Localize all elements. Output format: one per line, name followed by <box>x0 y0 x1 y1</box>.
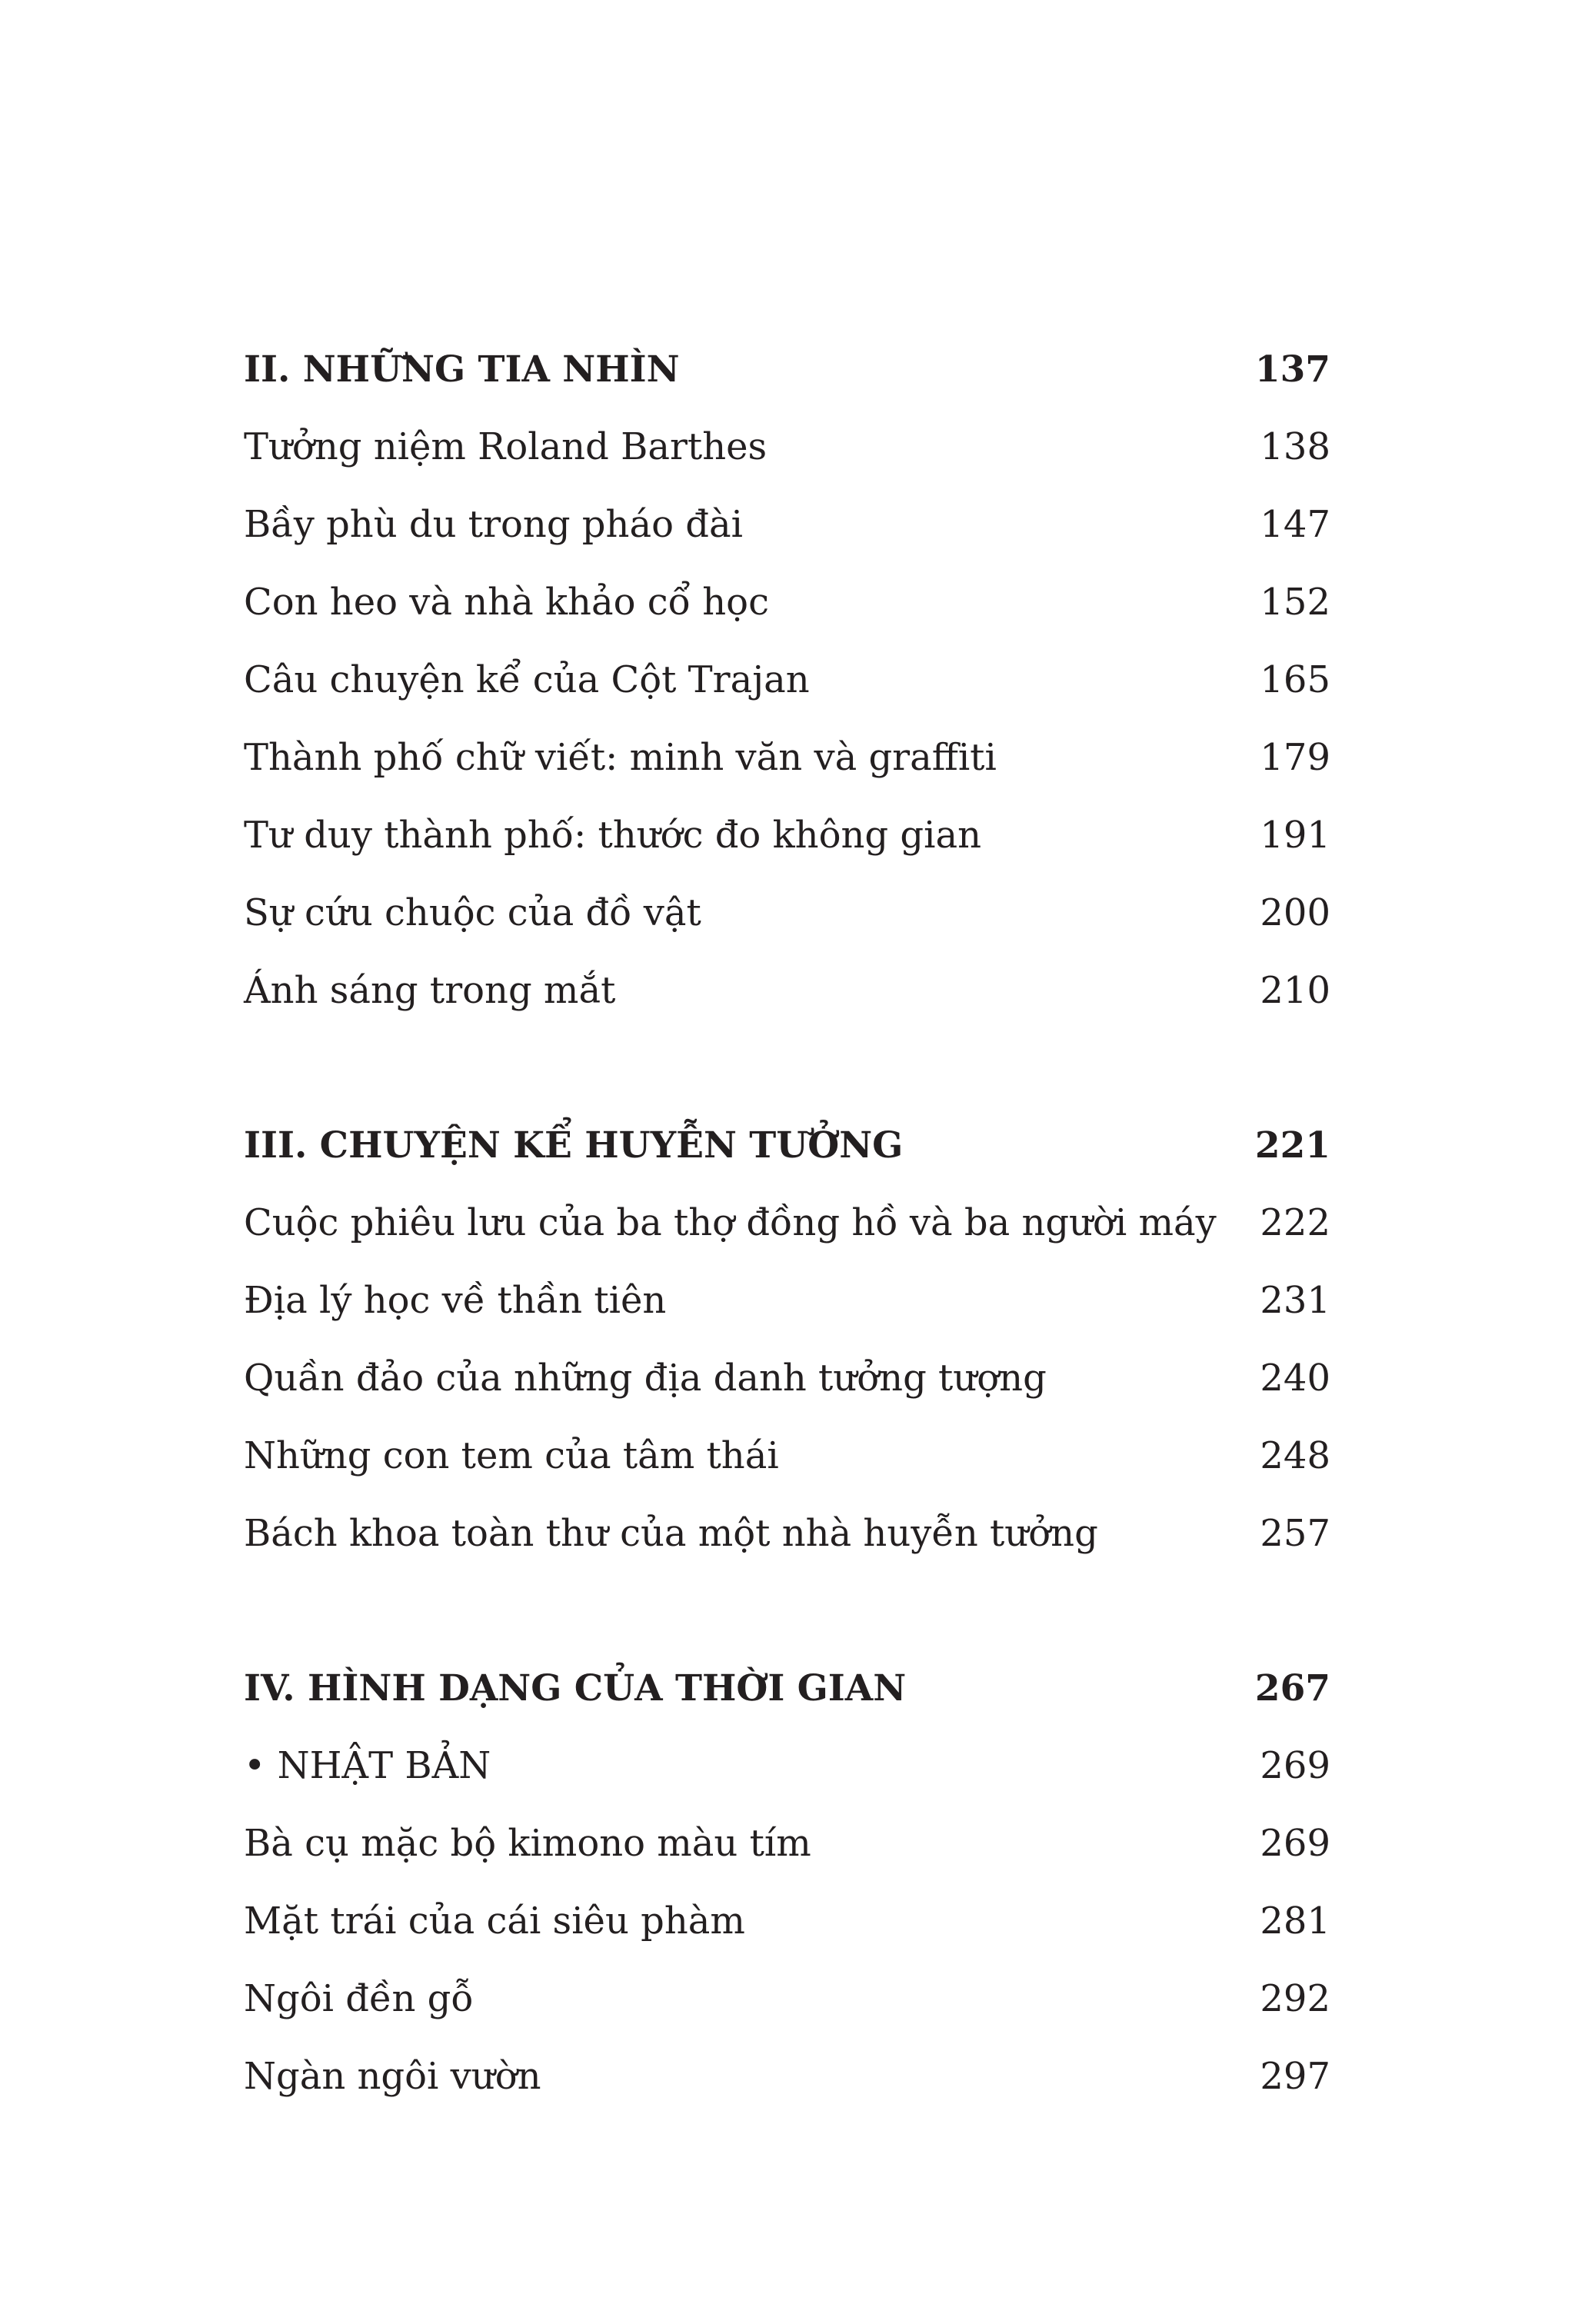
toc-entry-title: Tưởng niệm Roland Barthes <box>244 425 768 468</box>
toc-entry <box>244 1727 1330 1805</box>
toc-entry <box>244 1495 1330 1573</box>
toc-entry-page: 200 <box>1260 891 1330 934</box>
toc-entry-title: Thành phố chữ viết: minh văn và graffiti <box>244 736 997 779</box>
toc-entry <box>244 1184 1330 1262</box>
section-heading-page: 221 <box>1254 1124 1330 1167</box>
toc-entry-title: Quần đảo của những địa danh tưởng tượng <box>244 1357 1047 1400</box>
section-heading-title: II. NHỮNG TIA NHÌN <box>244 348 680 391</box>
toc-entry <box>244 1883 1330 1960</box>
toc-entry-title: Những con tem của tâm thái <box>244 1434 779 1477</box>
toc-entry-page: 179 <box>1260 736 1330 779</box>
toc-entry-page: 222 <box>1260 1201 1330 1244</box>
toc-entry <box>244 2038 1330 2116</box>
toc-section-4 <box>244 1650 1330 2116</box>
toc-entry-page: 292 <box>1260 1977 1330 2020</box>
section-heading-page: 267 <box>1254 1667 1330 1710</box>
toc-entry-title: Ánh sáng trong mắt <box>244 969 616 1012</box>
toc-entry-title: Địa lý học về thần tiên <box>244 1279 667 1322</box>
section-heading <box>244 331 1330 408</box>
toc-entry-title: Mặt trái của cái siêu phàm <box>244 1899 745 1943</box>
toc-entry-page: 240 <box>1260 1357 1330 1400</box>
toc-entry-page: 191 <box>1260 814 1330 857</box>
toc-entry-title: Câu chuyện kể của Cột Trajan <box>244 658 810 701</box>
toc-entry-page: 269 <box>1260 1744 1330 1787</box>
toc-entry <box>244 797 1330 874</box>
section-heading-title: III. CHUYỆN KỂ HUYỄN TƯỞNG <box>244 1124 904 1167</box>
toc-entry-page: 165 <box>1260 658 1330 701</box>
toc-entry <box>244 1340 1330 1417</box>
toc-entry <box>244 1805 1330 1883</box>
section-heading-title: IV. HÌNH DẠNG CỦA THỜI GIAN <box>244 1667 907 1710</box>
toc-entry <box>244 564 1330 641</box>
toc-section-2 <box>244 331 1330 1030</box>
toc-entry <box>244 952 1330 1030</box>
section-heading-page: 137 <box>1254 348 1330 391</box>
toc-entry-page: 210 <box>1260 969 1330 1012</box>
toc-entry-page: 281 <box>1260 1899 1330 1943</box>
toc-entry-page: 297 <box>1260 2055 1330 2098</box>
toc-entry-page: 152 <box>1260 581 1330 624</box>
toc-section-3 <box>244 1107 1330 1573</box>
toc-entry <box>244 486 1330 564</box>
toc-entry-page: 257 <box>1260 1512 1330 1555</box>
toc-entry-page: 138 <box>1260 425 1330 468</box>
toc-entry-page: 248 <box>1260 1434 1330 1477</box>
toc-entry-title: Tư duy thành phố: thước đo không gian <box>244 814 981 857</box>
section-heading <box>244 1650 1330 1727</box>
toc-entry <box>244 1417 1330 1495</box>
table-of-contents <box>244 331 1330 2116</box>
toc-entry-title: Bầy phù du trong pháo đài <box>244 503 743 546</box>
toc-entry <box>244 1262 1330 1340</box>
toc-entry-title: Bà cụ mặc bộ kimono màu tím <box>244 1822 811 1865</box>
toc-entry-page: 231 <box>1260 1279 1330 1322</box>
toc-entry <box>244 719 1330 797</box>
toc-entry-title: Con heo và nhà khảo cổ học <box>244 581 769 624</box>
toc-entry <box>244 1960 1330 2038</box>
toc-entry <box>244 408 1330 486</box>
toc-entry-title: Ngôi đền gỗ <box>244 1977 474 2020</box>
toc-entry-title: • NHẬT BẢN <box>244 1744 491 1787</box>
toc-entry-title: Cuộc phiêu lưu của ba thợ đồng hồ và ba người máy <box>244 1201 1217 1244</box>
section-heading <box>244 1107 1330 1184</box>
toc-entry <box>244 874 1330 952</box>
toc-entry-title: Ngàn ngôi vườn <box>244 2055 541 2098</box>
toc-entry-page: 147 <box>1260 503 1330 546</box>
toc-entry-title: Sự cứu chuộc của đồ vật <box>244 891 701 934</box>
toc-entry-title: Bách khoa toàn thư của một nhà huyễn tưởng <box>244 1512 1098 1555</box>
toc-entry-page: 269 <box>1260 1822 1330 1865</box>
toc-entry <box>244 641 1330 719</box>
